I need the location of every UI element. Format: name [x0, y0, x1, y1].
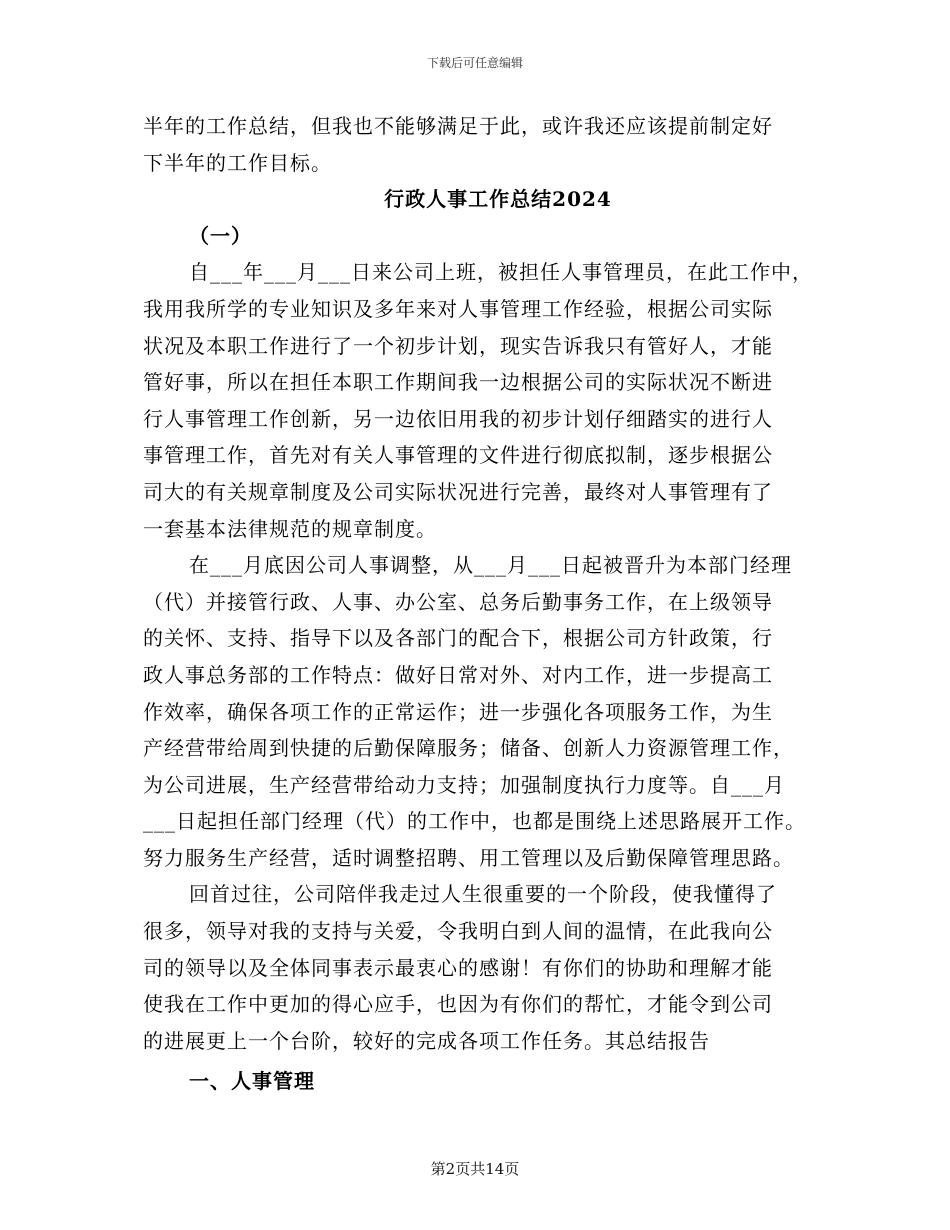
page-header: 下载后可任意编辑 — [426, 56, 523, 70]
paragraph-line: 作效率，确保各项工作的正常运作；进一步强化各项服务工作，为生 — [143, 699, 773, 724]
paragraph-line: 自___年___月___日来公司上班，被担任人事管理员，在此工作中， — [189, 260, 813, 285]
paragraph-line: 我用我所学的专业知识及多年来对人事管理工作经验，根据公司实际 — [143, 296, 773, 321]
paragraph-line: 产经营带给周到快捷的后勤保障服务；储备、创新人力资源管理工作， — [143, 736, 794, 761]
paragraph-line: 行人事管理工作创新，另一边依旧用我的初步计划仔细踏实的进行人 — [143, 406, 773, 431]
paragraph-line: 回首过往，公司陪伴我走过人生很重要的一个阶段，使我懂得了 — [189, 882, 777, 907]
paragraph-line: 政人事总务部的工作特点：做好日常对外、对内工作，进一步提高工 — [143, 662, 773, 687]
paragraph-line: 司大的有关规章制度及公司实际状况进行完善，最终对人事管理有了 — [143, 479, 773, 504]
intro-line: 半年的工作总结，但我也不能够满足于此，或许我还应该提前制定好 — [143, 114, 773, 138]
paragraph-line: 很多，领导对我的支持与关爱，令我明白到人间的温情，在此我向公 — [143, 919, 773, 944]
section-heading: 一、人事管理 — [189, 1069, 315, 1094]
paragraph-line: 事管理工作，首先对有关人事管理的文件进行彻底拟制，逐步根据公 — [143, 443, 773, 468]
page-footer: 第2页共14页 — [430, 1160, 520, 1178]
paragraph-line: 一套基本法律规范的规章制度。 — [143, 516, 437, 541]
paragraph-line: ___日起担任部门经理（代）的工作中，也都是围绕上述思路展开工作。 — [143, 809, 806, 834]
intro-line: 下半年的工作目标。 — [143, 150, 332, 175]
paragraph-line: 使我在工作中更加的得心应手，也因为有你们的帮忙，才能令到公司 — [143, 992, 773, 1017]
paragraph-line: 努力服务生产经营，适时调整招聘、用工管理以及后勤保障管理思路。 — [143, 845, 794, 870]
document-body — [143, 108, 823, 1100]
paragraph-line: 的关怀、支持、指导下以及各部门的配合下，根据公司方针政策，行 — [143, 626, 773, 651]
paragraph-line: 司的领导以及全体同事表示最衷心的感谢！有你们的协助和理解才能 — [143, 955, 773, 980]
document-title: 行政人事工作总结2024 — [384, 187, 612, 212]
paragraph-line: 的进展更上一个台阶，较好的完成各项工作任务。其总结报告 — [143, 1028, 710, 1053]
paragraph-line: （代）并接管行政、人事、办公室、总务后勤事务工作，在上级领导 — [143, 589, 773, 614]
section-number: （一） — [189, 223, 252, 248]
paragraph-line: 状况及本职工作进行了一个初步计划，现实告诉我只有管好人，才能 — [143, 333, 773, 358]
paragraph-line: 在___月底因公司人事调整，从___月___日起被晋升为本部门经理 — [189, 553, 792, 578]
paragraph-line: 为公司进展，生产经营带给动力支持；加强制度执行力度等。自___月 — [143, 772, 785, 797]
paragraph-line: 管好事，所以在担任本职工作期间我一边根据公司的实际状况不断进 — [143, 370, 773, 395]
